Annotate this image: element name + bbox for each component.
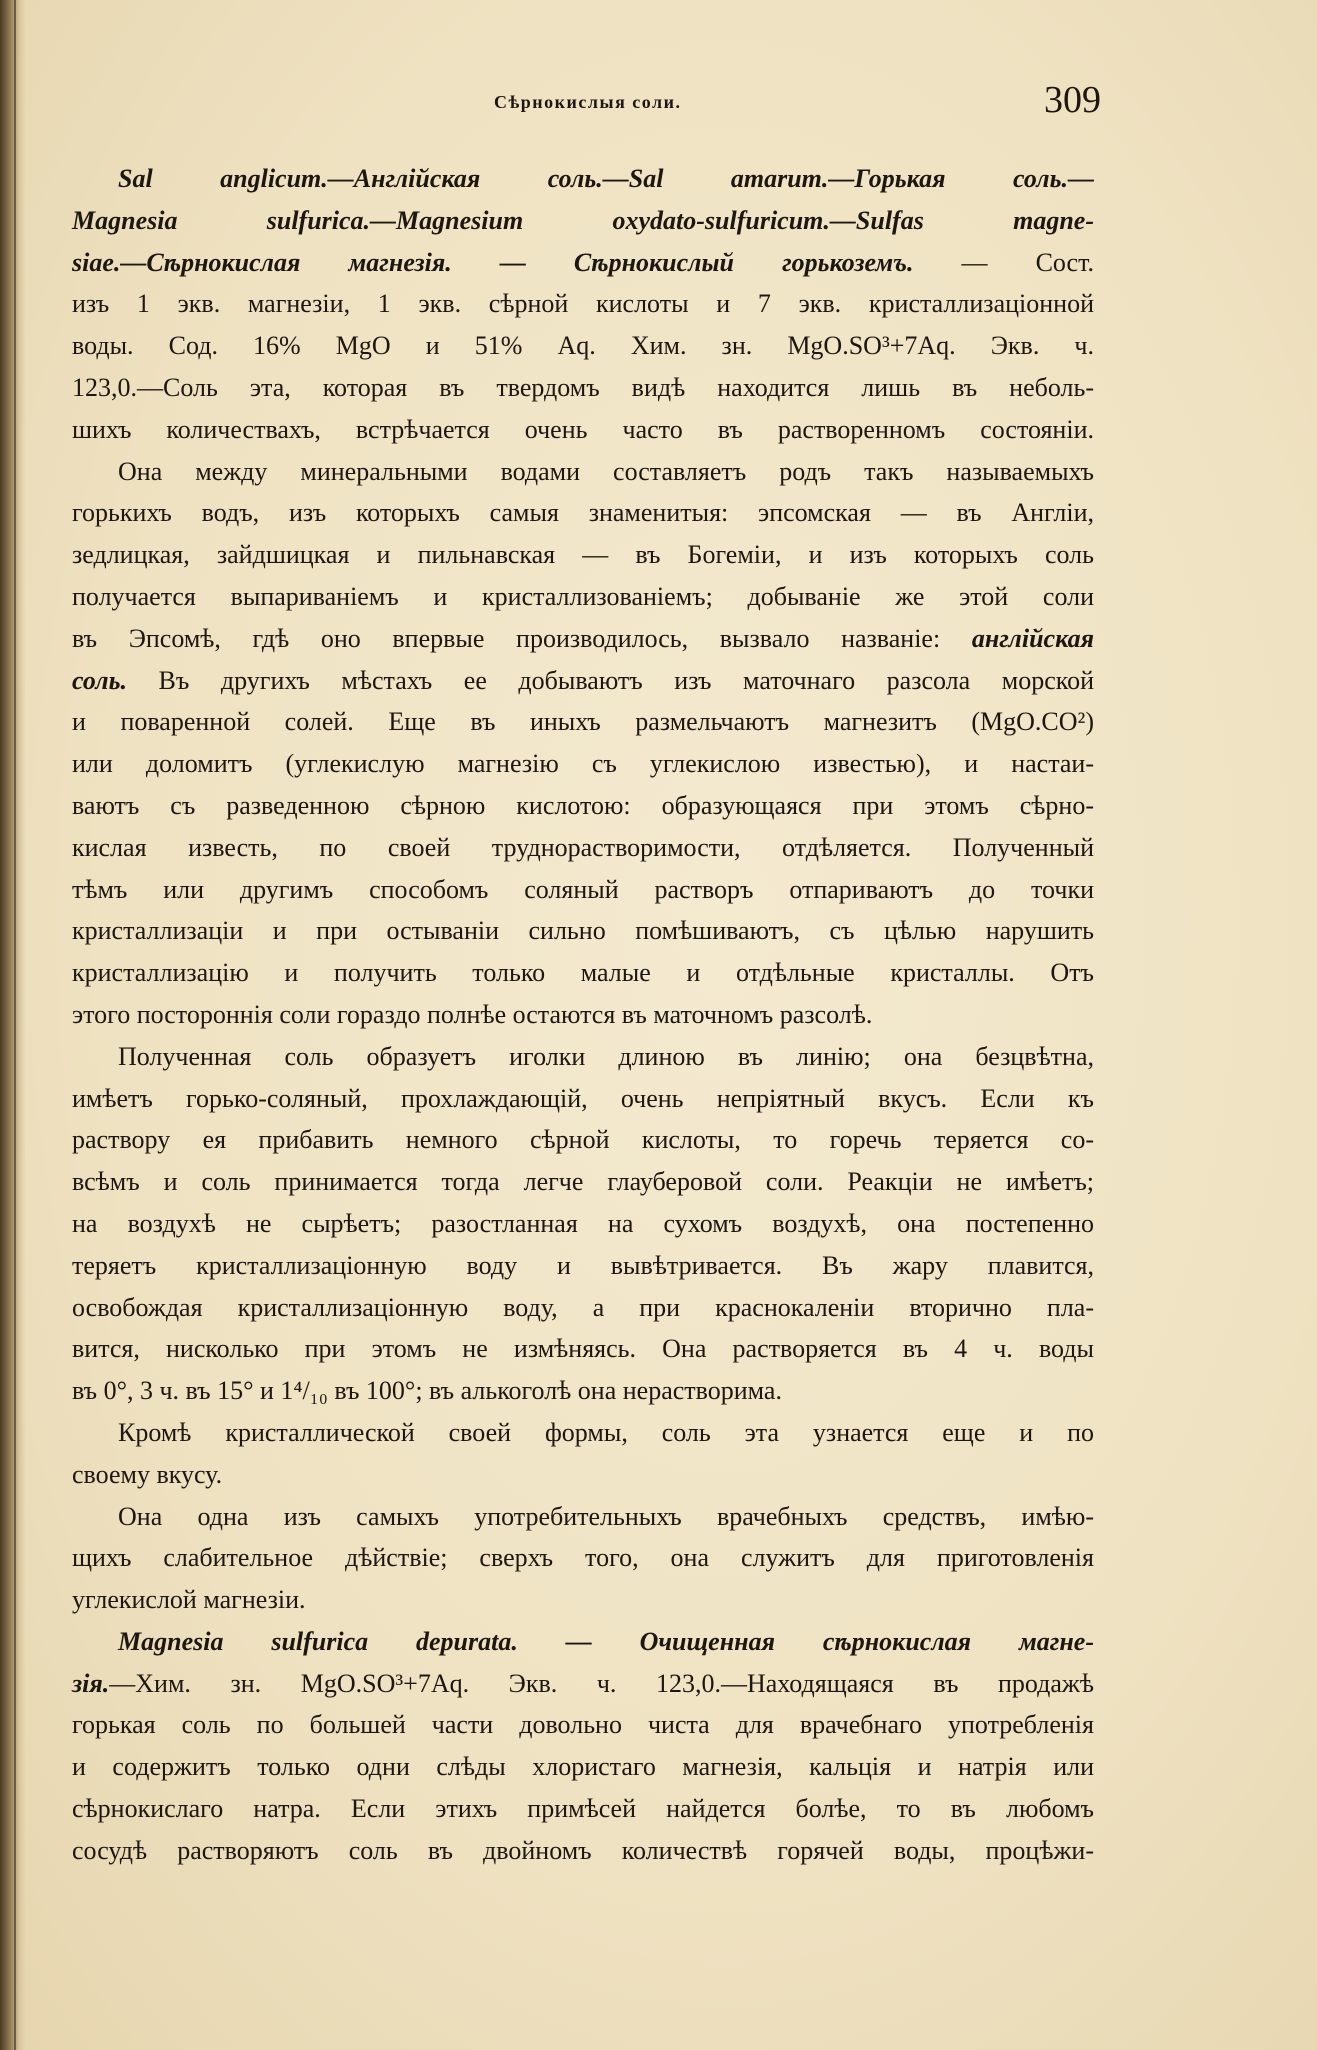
- text-span: ваютъ съ разведенною сѣрною кислотою: образующаяся при этомъ сѣрно-: [72, 790, 1094, 820]
- text-span: тѣмъ или другимъ способомъ соляный растворъ отпариваютъ до точки: [72, 874, 1094, 904]
- text-line: [72, 618, 1094, 660]
- text-line: [72, 1161, 1094, 1203]
- text-span: Она между минеральными водами составляетъ родъ такъ называемыхъ: [118, 456, 1094, 486]
- text-line: [72, 994, 1094, 1036]
- text-span: въ 0°, 3 ч. въ 15° и 1⁴/₁₀ въ 100°; въ алькоголѣ она нерастворима.: [72, 1376, 782, 1406]
- body-text: [72, 158, 1094, 1872]
- text-span: изъ 1 экв. магнезіи, 1 экв. сѣрной кислоты и 7 экв. кристаллизаціонной: [72, 289, 1094, 319]
- text-line: [72, 242, 1094, 284]
- text-span: воды. Сод. 16% MgO и 51% Aq. Хим. зн. MgO.SO³+7Aq. Экв. ч.: [72, 331, 1094, 361]
- text-line: [72, 1704, 1094, 1746]
- italic-text-span: Magnesia sulfurica depurata. — Очищенная сѣрнокислая магне-: [118, 1626, 1094, 1656]
- text-line: [72, 283, 1094, 325]
- text-line: [72, 1579, 1094, 1621]
- text-span: освобождая кристаллизаціонную воду, а при краснокаленіи вторично пла-: [72, 1292, 1094, 1322]
- text-line: [72, 1328, 1094, 1370]
- text-line: [72, 451, 1094, 493]
- text-span: 123,0.—Соль эта, которая въ твердомъ видѣ находится лишь въ неболь-: [72, 372, 1094, 402]
- text-line: [72, 1245, 1094, 1287]
- text-span: кислая известь, по своей труднорастворимости, отдѣляется. Полученный: [72, 832, 1094, 862]
- italic-text-span: siae.—Сѣрнокислая магнезія. — Сѣрнокислый горькоземъ.: [72, 247, 914, 277]
- text-span: получается выпариваніемъ и кристаллизованіемъ; добываніе же этой соли: [72, 581, 1094, 611]
- italic-text-span: Sal anglicum.—Англійская соль.—Sal amarum.—Горькая соль.—: [118, 164, 1094, 193]
- text-line: [72, 1830, 1094, 1872]
- text-span: раствору ея прибавить немного сѣрной кислоты, то горечь теряется со-: [72, 1125, 1094, 1155]
- text-line: [72, 158, 1094, 200]
- text-line: [72, 1287, 1094, 1329]
- text-line: [72, 1203, 1094, 1245]
- text-line: [72, 1412, 1094, 1454]
- text-line: [72, 743, 1094, 785]
- text-line: [72, 409, 1094, 451]
- text-line: [72, 1078, 1094, 1120]
- text-span: всѣмъ и соль принимается тогда легче глауберовой соли. Реакціи не имѣетъ;: [72, 1167, 1094, 1197]
- text-span: кристаллизацію и получить только малые и отдѣльные кристаллы. Отъ: [72, 958, 1094, 988]
- text-span: щихъ слабительное дѣйствіе; сверхъ того, она служитъ для приготовленія: [72, 1543, 1094, 1573]
- text-span: вится, нисколько при этомъ не измѣняясь. Она растворяется въ 4 ч. воды: [72, 1334, 1094, 1364]
- text-line: [72, 534, 1094, 576]
- text-span: этого постороннія соли гораздо полнѣе остаются въ маточномъ разсолѣ.: [72, 999, 873, 1029]
- text-span: — Сост.: [913, 247, 1094, 277]
- text-line: [72, 1537, 1094, 1579]
- text-line: [72, 952, 1094, 994]
- gutter-line: [14, 0, 16, 2050]
- italic-text-span: англійская: [971, 623, 1094, 653]
- text-line: [72, 1370, 1094, 1412]
- text-line: [72, 910, 1094, 952]
- text-span: имѣетъ горько-соляный, прохлаждающій, очень непріятный вкусъ. Если къ: [72, 1083, 1094, 1113]
- text-span: своему вкусу.: [72, 1459, 223, 1489]
- text-span: горькихъ водъ, изъ которыхъ самыя знаменитыя: эпсомская — въ Англіи,: [72, 498, 1094, 528]
- text-span: сосудѣ растворяютъ соль въ двойномъ количествѣ горячей воды, процѣжи-: [72, 1835, 1094, 1865]
- text-span: и содержитъ только одни слѣды хлористаго магнезія, кальція и натрія или: [72, 1752, 1094, 1782]
- text-span: на воздухѣ не сырѣетъ; разостланная на сухомъ воздухѣ, она постепенно: [72, 1208, 1094, 1238]
- italic-text-span: соль.: [72, 665, 127, 695]
- text-span: кристаллизаціи и при остываніи сильно помѣшиваютъ, съ цѣлью нарушить: [72, 916, 1094, 946]
- text-line: [72, 701, 1094, 743]
- text-span: —Хим. зн. MgO.SO³+7Aq. Экв. ч. 123,0.—Находящаяся въ продажѣ: [109, 1668, 1094, 1698]
- text-line: [72, 1663, 1094, 1705]
- text-span: въ Эпсомѣ, гдѣ оно впервые производилось, вызвало названіе:: [72, 623, 972, 653]
- page-binding-edge: [0, 0, 26, 2050]
- text-line: [72, 1454, 1094, 1496]
- text-span: Кромѣ кристаллической своей формы, соль эта узнается еще и по: [118, 1417, 1094, 1447]
- text-span: Она одна изъ самыхъ употребительныхъ врачебныхъ средствъ, имѣю-: [118, 1501, 1094, 1531]
- text-line: [72, 1746, 1094, 1788]
- text-line: [72, 367, 1094, 409]
- text-line: [72, 660, 1094, 702]
- text-span: Въ другихъ мѣстахъ ее добываютъ изъ маточнаго разсола морской: [126, 665, 1094, 695]
- text-span: сѣрнокислаго натра. Если этихъ примѣсей найдется болѣе, то въ любомъ: [72, 1794, 1094, 1824]
- page-header: [0, 78, 1317, 128]
- text-line: [72, 1496, 1094, 1538]
- text-line: [72, 1621, 1094, 1663]
- text-span: углекислой магнезіи.: [72, 1585, 306, 1615]
- text-span: или доломитъ (углекислую магнезію съ углекислою известью), и настаи-: [72, 749, 1094, 779]
- text-span: Полученная соль образуетъ иголки длиною въ линію; она безцвѣтна,: [118, 1041, 1094, 1071]
- text-span: зедлицкая, зайдшицкая и пильнавская — въ Богеміи, и изъ которыхъ соль: [72, 540, 1094, 570]
- text-line: [72, 1119, 1094, 1161]
- text-span: теряетъ кристаллизаціонную воду и вывѣтривается. Въ жару плавится,: [72, 1250, 1094, 1280]
- text-line: [72, 785, 1094, 827]
- text-line: [72, 576, 1094, 618]
- italic-text-span: зія.: [72, 1668, 110, 1698]
- running-head: Сѣрнокислыя соли.: [494, 92, 682, 112]
- text-line: [72, 325, 1094, 367]
- page-number: 309: [1044, 79, 1101, 121]
- text-span: и поваренной солей. Еще въ иныхъ размельчаютъ магнезитъ (MgO.CO²): [72, 707, 1094, 737]
- text-line: [72, 1036, 1094, 1078]
- text-line: [72, 869, 1094, 911]
- text-line: [72, 492, 1094, 534]
- text-line: [72, 1788, 1094, 1830]
- italic-text-span: Magnesia sulfurica.—Magnesium oxydato-sulfuricum.—Sulfas magne-: [72, 205, 1094, 235]
- text-line: [72, 200, 1094, 242]
- text-line: [72, 827, 1094, 869]
- text-span: шихъ количествахъ, встрѣчается очень часто въ растворенномъ состояніи.: [72, 414, 1094, 444]
- text-span: горькая соль по большей части довольно чиста для врачебнаго употребленія: [72, 1710, 1094, 1740]
